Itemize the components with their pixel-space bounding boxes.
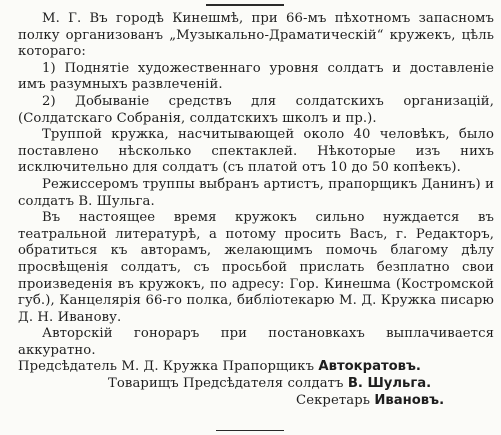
signature-chairman-role: Предсѣдатель М. Д. Кружка Прапорщикъ: [18, 359, 315, 375]
top-separator-rule: [206, 4, 284, 6]
paragraph-intro: М. Г. Въ городѣ Кинешмѣ, при 66-мъ пѣхотномъ запасномъ полку организованъ „Музыкально-Драматическiй“ кружекъ, цѣль котораго:: [18, 11, 494, 60]
signature-secretary: [18, 393, 494, 410]
paragraph-goal-1: 1) Поднятiе художественнаго уровня солдатъ и доставленiе имъ разумныхъ развлеченiй.: [18, 60, 494, 93]
paragraph-director: Режиссеромъ труппы выбранъ артистъ, прапорщикъ Данинъ) и солдатъ В. Шульга.: [18, 176, 494, 209]
signature-vice-chairman-name: В. Шульга.: [347, 376, 432, 392]
signature-chairman: [18, 359, 494, 376]
signature-vice-chairman-role: Товарищъ Предсѣдателя солдатъ: [108, 376, 344, 392]
signature-secretary-role: Секретарь: [296, 392, 371, 408]
paragraph-royalties: Авторскiй гонораръ при постановкахъ выплачивается аккуратно.: [18, 326, 494, 358]
signature-vice-chairman: [18, 376, 494, 393]
paragraph-request: Въ настоящее время кружокъ сильно нуждается въ театральной литературѣ, а потому просить Васъ, г. Редакторъ, обратиться къ авторамъ, желающимъ помочь благому дѣлу просвѣщенiя солдатъ, съ просьбой прислать безплатно свои произведенiя въ кружокъ, по адресу: Гор. Кинешма (Костромской губ.), Канцелярiя 66-го полка, библiотекарю М. Д. Кружка писарю Д. Н. Иванову.: [18, 210, 494, 325]
bottom-separator-rule: [216, 430, 284, 431]
paragraph-goal-2: 2) Добыванiе средствъ для солдатскихъ организацiй, (Солдатскаго Собранiя, солдатскихъ школъ и пр.).: [18, 93, 494, 126]
letter-article: [18, 11, 494, 409]
paragraph-troupe: Труппой кружка, насчитывающей около 40 человѣкъ, было поставлено нѣсколько спектаклей. Нѣкоторые изъ нихъ исключительно для солдатъ (съ платой отъ 10 до 50 копѣекъ).: [18, 127, 494, 176]
signature-chairman-name: Автократовъ.: [318, 359, 421, 375]
signature-secretary-name: Ивановъ.: [374, 392, 445, 408]
